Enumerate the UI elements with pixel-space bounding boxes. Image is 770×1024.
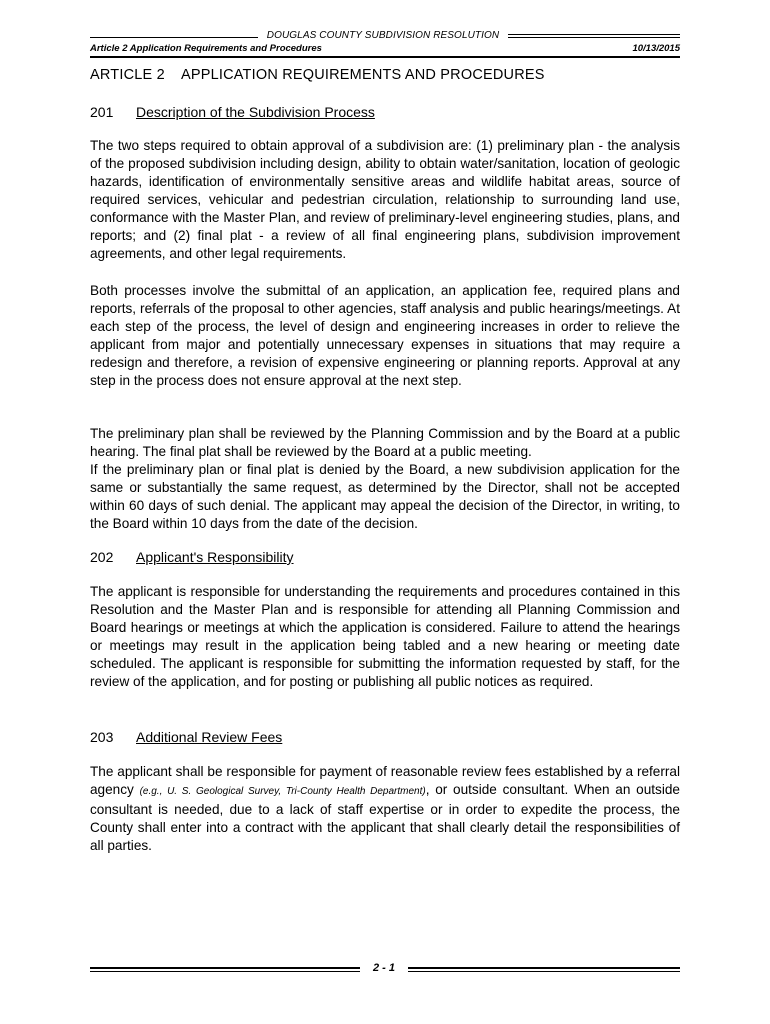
header-rule-right <box>508 34 680 38</box>
paragraph-both-processes: Both processes involve the submittal of an application, an application fee, required plans and reports, referrals of the proposal to other agencies, staff analysis and public hearings/meetings. At each step of the process, the level of design and engineering increases in order to relieve the applicant from major and potentially unnecessary expenses in situations that may require a redesign and therefore, a revision of expensive engineering or planning reports. Approval at any step in the process does not ensure approval at the next step. <box>90 283 680 388</box>
header-divider <box>90 56 680 58</box>
section-title: Additional Review Fees <box>136 729 283 745</box>
page-number: 2 - 1 <box>372 962 395 974</box>
article-title: ARTICLE 2 APPLICATION REQUIREMENTS AND PROCEDURES <box>90 67 545 83</box>
section-heading-201 <box>90 104 375 120</box>
page-footer <box>90 962 680 978</box>
paragraph-preliminary-review: The preliminary plan shall be reviewed by the Planning Commission and by the Board at a public hearing. The final plat shall be reviewed by the Board at a public meeting. <box>90 426 680 459</box>
section-number: 201 <box>90 104 114 120</box>
section-number: 203 <box>90 729 114 745</box>
footer-rule-right <box>408 967 680 972</box>
section-number: 202 <box>90 549 114 565</box>
paragraph-denial: If the preliminary plan or final plat is denied by the Board, a new subdivision application for the same or substantially the same request, as determined by the Director, shall not be accepted within 60 days of such denial. The applicant may appeal the decision of the Director, in writing, to the Board within 10 days from the date of the decision. <box>90 462 680 531</box>
section-title: Applicant's Responsibility <box>136 549 294 565</box>
fees-text-start: The applicant shall be responsible for payment of reasonable review fees established by a referral agency <box>90 764 680 797</box>
paragraph-two-steps: The two steps required to obtain approval of a subdivision are: (1) preliminary plan - the analysis of the proposed subdivision including design, ability to obtain water/sanitation, location of geologic hazards, identification of environmentally sensitive areas and wildlife habitat areas, source of required services, vehicular and pedestrian circulation, relationship to surrounding land use, conformance with the Master Plan, and review of preliminary-level engineering studies, plans, and reports; and (2) final plat - a review of all final engineering plans, subdivision improvement agreements, and other legal requirements. <box>90 138 680 261</box>
fees-agency-examples: (e.g., U. S. Geological Survey, Tri-County Health Department) <box>139 786 426 797</box>
paragraph-review-fees <box>90 763 680 855</box>
footer-rule-left <box>90 967 360 972</box>
article-subtitle: Article 2 Application Requirements and Procedures <box>90 43 322 54</box>
document-title: DOUGLAS COUNTY SUBDIVISION RESOLUTION <box>266 30 500 41</box>
section-heading-202 <box>90 549 294 565</box>
header-date: 10/13/2015 <box>632 43 680 54</box>
header-subtitle-row <box>90 43 680 54</box>
paragraph-applicant-responsibility: The applicant is responsible for understanding the requirements and procedures contained in this Resolution and the Master Plan and is responsible for attending all Planning Commission and Board hearings or meetings at which the application is considered. Failure to attend the hearings or meetings may result in the application being tabled and a new hearing or meeting date scheduled. The applicant is responsible for submitting the information requested by staff, for the review of the application, and for posting or publishing all public notices as required. <box>90 584 680 689</box>
fees-text-end: , or outside consultant. When an outside consultant is needed, due to a lack of staff expertise or in order to expedite the process, the County shall enter into a contract with the applicant that shall clearly detail the responsibilities of all parties. <box>90 782 680 853</box>
section-heading-203 <box>90 729 282 745</box>
header-rule-left <box>90 37 258 38</box>
running-header <box>90 30 680 44</box>
section-title: Description of the Subdivision Process <box>136 104 375 120</box>
